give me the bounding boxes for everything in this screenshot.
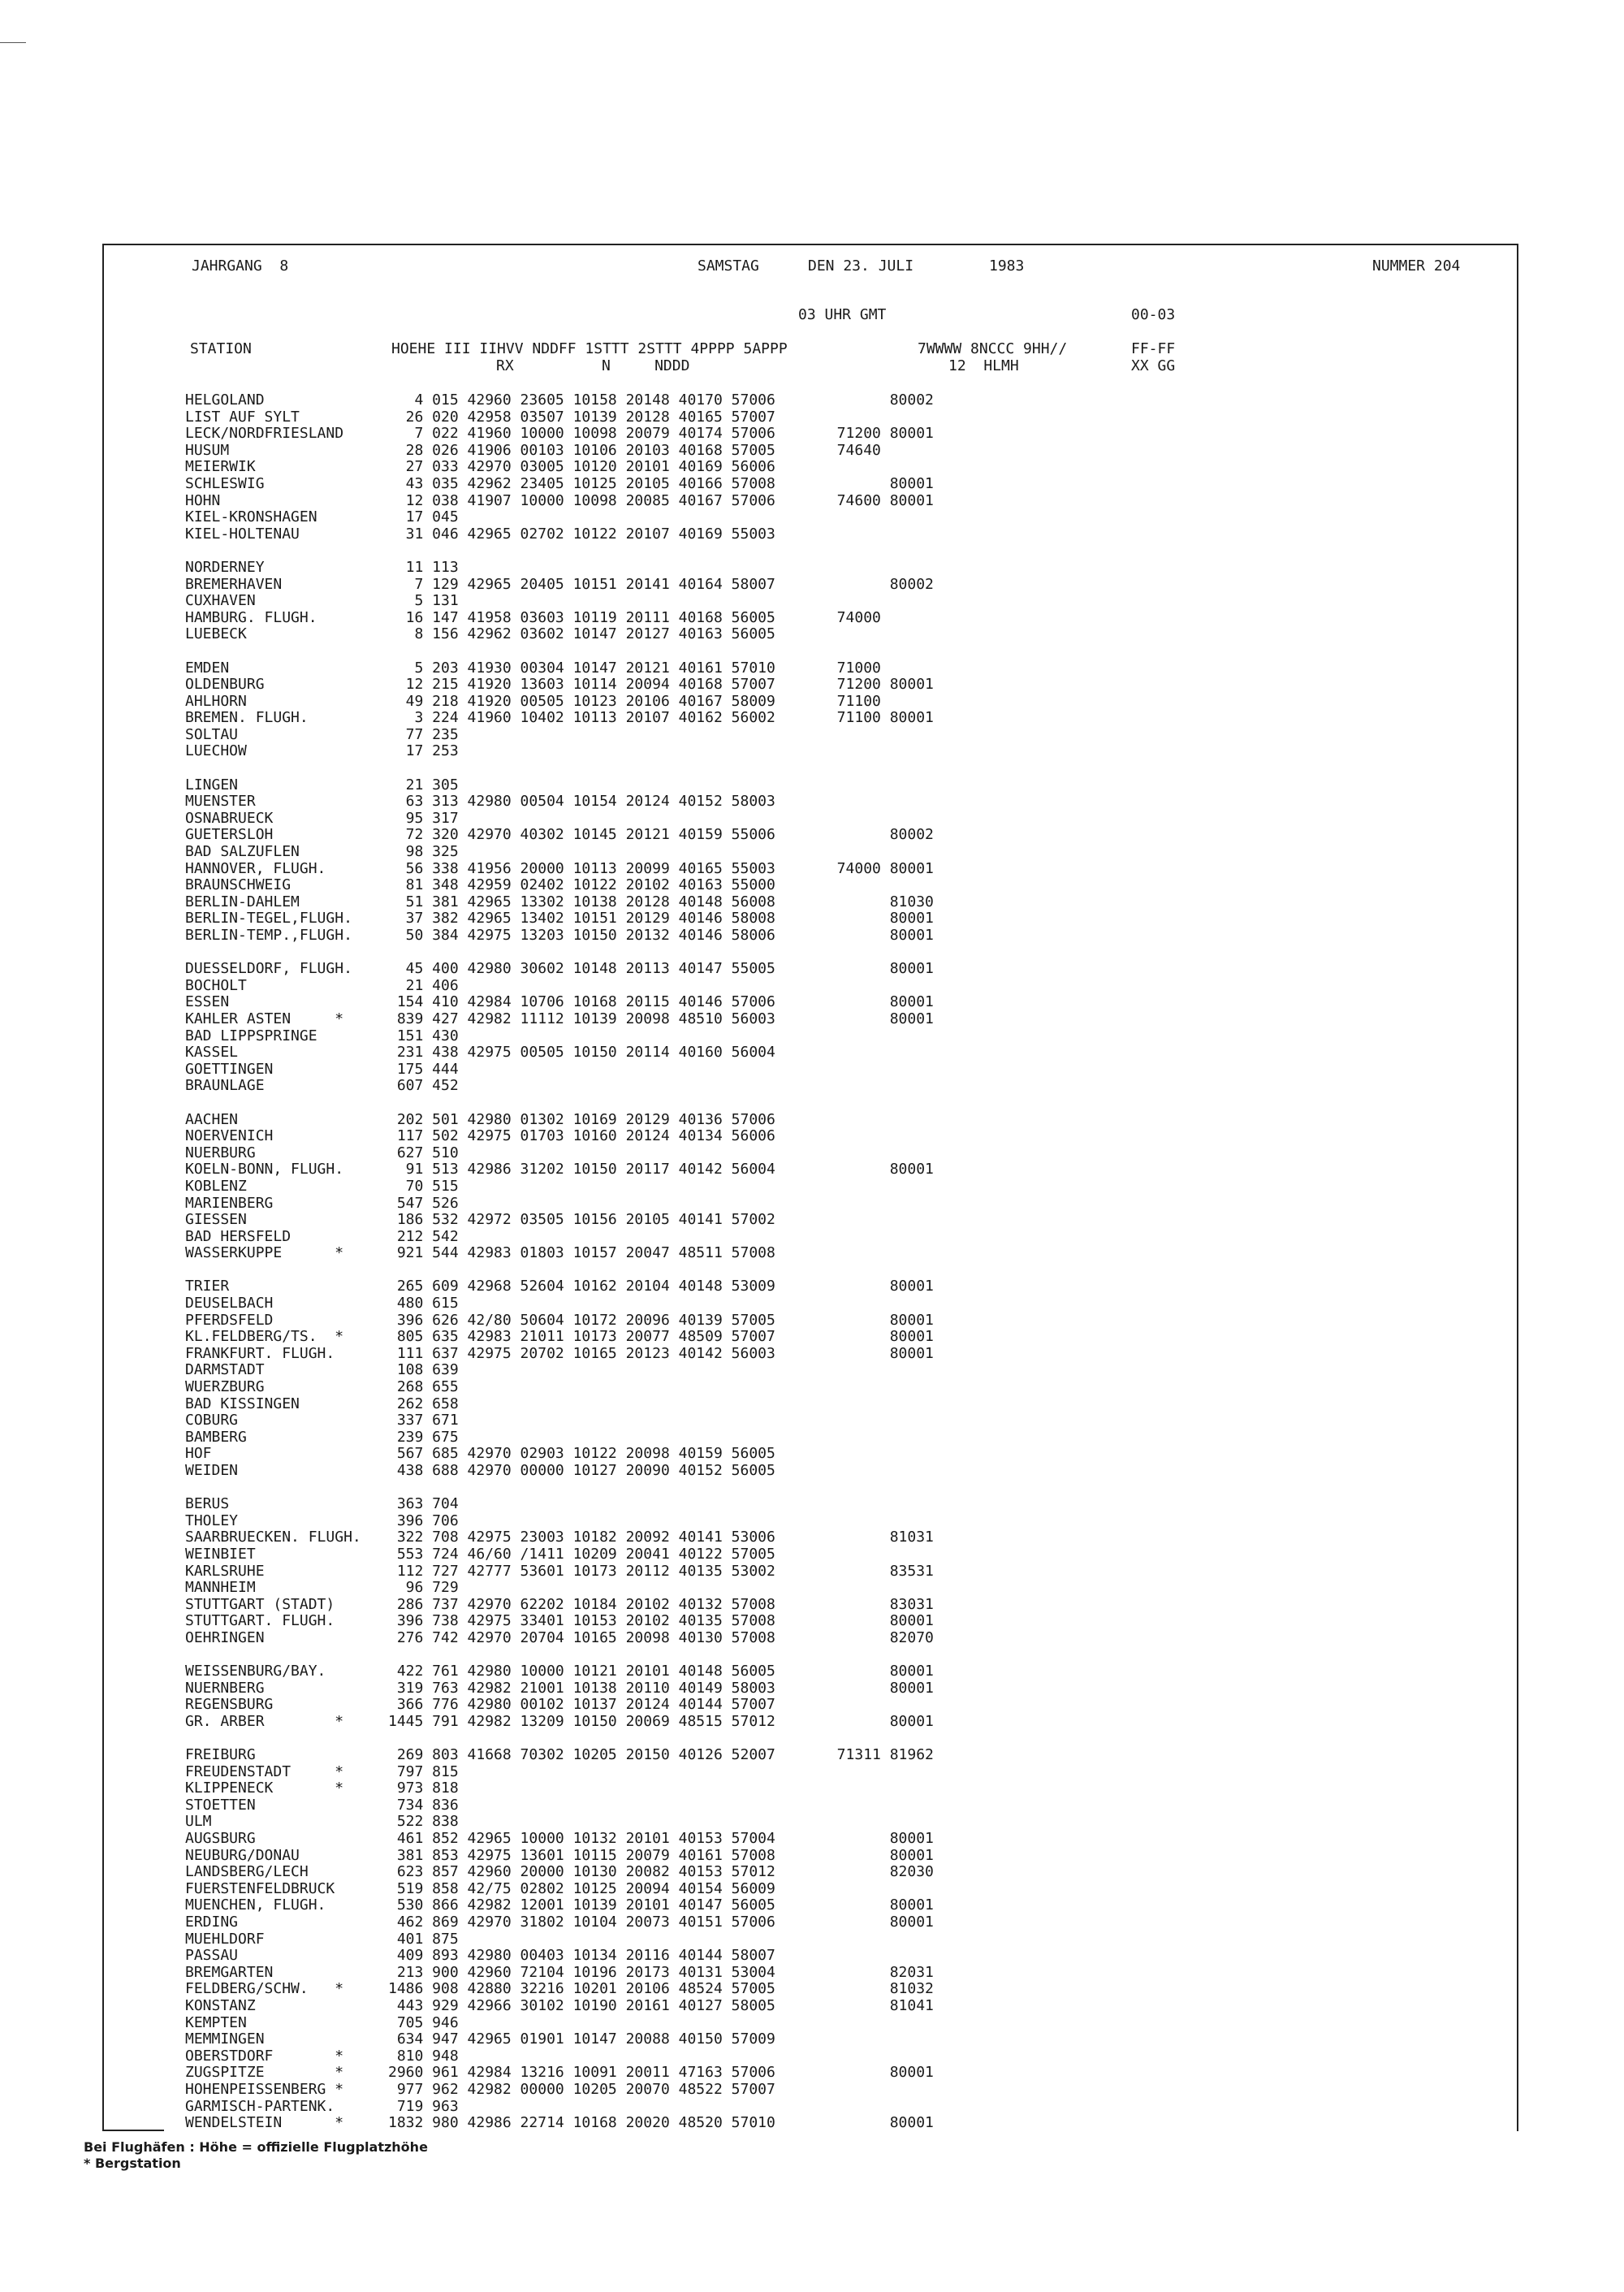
group-spacer bbox=[388, 945, 934, 962]
station-name: GARMISCH-PARTENK. bbox=[185, 2097, 335, 2115]
station-name: ESSEN bbox=[185, 993, 230, 1011]
group-spacer bbox=[185, 543, 361, 560]
station-name: BERLIN-TEGEL,FLUGH. bbox=[185, 910, 352, 928]
station-name: OEHRINGEN bbox=[185, 1628, 265, 1646]
station-values: 5 131 bbox=[388, 592, 459, 610]
station-values: 96 729 bbox=[388, 1579, 459, 1597]
station-values: 705 946 bbox=[388, 2013, 459, 2031]
station-values: 973 818 bbox=[388, 1780, 459, 1797]
station-values: 239 675 bbox=[388, 1428, 459, 1446]
station-name: MUENSTER bbox=[185, 793, 256, 811]
station-values: 607 452 bbox=[388, 1077, 459, 1095]
station-values: 805 635 42983 21011 10173 20077 48509 57007 80001 bbox=[388, 1328, 934, 1346]
station-values: 37 382 42965 13402 10151 20129 40146 58008 80001 bbox=[388, 910, 934, 928]
station-name: AUGSBURG bbox=[185, 1830, 256, 1848]
station-name: LIST AUF SYLT bbox=[185, 408, 300, 426]
station-values: 17 045 bbox=[388, 508, 459, 526]
station-values: 95 317 bbox=[388, 809, 459, 827]
station-values: 839 427 42982 11112 10139 20098 48510 56003 80001 bbox=[388, 1010, 934, 1027]
station-values: 438 688 42970 00000 10127 20090 40152 56005 bbox=[388, 1462, 775, 1479]
station-values: 443 929 42966 30102 10190 20161 40127 58005 81041 bbox=[388, 1997, 934, 2014]
station-name: ULM bbox=[185, 1813, 212, 1831]
station-name: NORDERNEY bbox=[185, 558, 265, 576]
date: DEN 23. JULI bbox=[808, 257, 914, 275]
station-name: GR. ARBER * bbox=[185, 1712, 344, 1730]
station-values: 70 515 bbox=[388, 1177, 459, 1195]
station-values: 51 381 42965 13302 10138 20128 40148 56008 81030 bbox=[388, 893, 934, 910]
station-name: HOF bbox=[185, 1445, 212, 1463]
time-range: 00-03 bbox=[1131, 306, 1176, 323]
group-spacer bbox=[388, 1095, 934, 1112]
group-spacer bbox=[388, 543, 934, 560]
station-values: 322 708 42975 23003 10182 20092 40141 53006 81031 bbox=[388, 1529, 934, 1546]
group-spacer bbox=[185, 760, 361, 777]
column-right-sub: 12 HLMH bbox=[948, 357, 1019, 374]
station-values: 63 313 42980 00504 10154 20124 40152 58003 bbox=[388, 793, 775, 811]
station-values: 21 406 bbox=[388, 976, 459, 994]
station-name: NOERVENICH bbox=[185, 1127, 274, 1145]
station-name: GIESSEN bbox=[185, 1211, 247, 1229]
station-name: MEMMINGEN bbox=[185, 2030, 265, 2048]
group-spacer bbox=[388, 1262, 934, 1279]
column-xx: XX GG bbox=[1131, 357, 1176, 374]
station-values: 401 875 bbox=[388, 1930, 459, 1948]
station-values: 553 724 46/60 /1411 10209 20041 40122 57005 bbox=[388, 1545, 775, 1563]
station-values: 4 015 42960 23605 10158 20148 40170 57006 80002 bbox=[388, 391, 934, 409]
station-name: KEMPTEN bbox=[185, 2013, 247, 2031]
station-name: COBURG bbox=[185, 1412, 239, 1429]
station-name: REGENSBURG bbox=[185, 1696, 274, 1714]
group-spacer bbox=[388, 1480, 934, 1497]
station-name: BERLIN-DAHLEM bbox=[185, 893, 300, 910]
station-values: 319 763 42982 21001 10138 20110 40149 58003 80001 bbox=[388, 1679, 934, 1697]
issue-number: NUMMER 204 bbox=[1372, 257, 1461, 275]
station-values: 409 893 42980 00403 10134 20116 40144 58007 bbox=[388, 1947, 775, 1965]
station-values: 212 542 bbox=[388, 1227, 459, 1245]
station-name: ZUGSPITZE * bbox=[185, 2064, 344, 2082]
station-name: LANDSBERG/LECH bbox=[185, 1863, 309, 1881]
station-name: PFERDSFELD bbox=[185, 1311, 274, 1329]
station-values: 396 738 42975 33401 10153 20102 40135 57008 80001 bbox=[388, 1612, 934, 1630]
column-station: STATION bbox=[190, 340, 252, 357]
station-values: 265 609 42968 52604 10162 20104 40148 53009 80001 bbox=[388, 1278, 934, 1295]
station-values: 81 348 42959 02402 10122 20102 40163 55000 bbox=[388, 876, 775, 894]
station-name: NEUBURG/DONAU bbox=[185, 1846, 300, 1864]
station-name: MUENCHEN, FLUGH. bbox=[185, 1896, 326, 1914]
station-values: 480 615 bbox=[388, 1295, 459, 1312]
station-values: 154 410 42984 10706 10168 20115 40146 57006 80001 bbox=[388, 993, 934, 1011]
station-values: 77 235 bbox=[388, 725, 459, 743]
station-values: 286 737 42970 62202 10184 20102 40132 57008 83031 bbox=[388, 1595, 934, 1613]
station-name: OLDENBURG bbox=[185, 676, 265, 694]
station-name: WEISSENBURG/BAY. bbox=[185, 1663, 326, 1680]
column-ff: FF-FF bbox=[1131, 340, 1176, 357]
station-name: FRANKFURT. FLUGH. bbox=[185, 1344, 335, 1362]
station-values: 276 742 42970 20704 10165 20098 40130 57008 82070 bbox=[388, 1628, 934, 1646]
station-name: BAD HERSFELD bbox=[185, 1227, 292, 1245]
station-values: 797 815 bbox=[388, 1762, 459, 1780]
station-name: STUTTGART. FLUGH. bbox=[185, 1612, 335, 1630]
station-name: DEUSELBACH bbox=[185, 1295, 274, 1312]
station-name: GUETERSLOH bbox=[185, 826, 274, 844]
station-values: 5 203 41930 00304 10147 20121 40161 57010 71000 bbox=[388, 659, 881, 677]
station-name: FREIBURG bbox=[185, 1746, 256, 1764]
station-values: 337 671 bbox=[388, 1412, 459, 1429]
station-values: 72 320 42970 40302 10145 20121 40159 55006 80002 bbox=[388, 826, 934, 844]
station-values: 522 838 bbox=[388, 1813, 459, 1831]
station-values: 12 038 41907 10000 10098 20085 40167 57006 74600 80001 bbox=[388, 491, 934, 509]
station-values: 111 637 42975 20702 10165 20123 40142 56003 80001 bbox=[388, 1344, 934, 1362]
station-values: 7 022 41960 10000 10098 20079 40174 57006 71200 80001 bbox=[388, 425, 934, 443]
station-name: KLIPPENECK * bbox=[185, 1780, 344, 1797]
station-values: 28 026 41906 00103 10106 20103 40168 57005 74640 bbox=[388, 441, 881, 459]
station-values: 396 706 bbox=[388, 1511, 459, 1529]
station-values: 381 853 42975 13601 10115 20079 40161 57008 80001 bbox=[388, 1846, 934, 1864]
station-name: BAMBERG bbox=[185, 1428, 247, 1446]
station-values: 519 858 42/75 02802 10125 20094 40154 56009 bbox=[388, 1879, 775, 1897]
station-values: 269 803 41668 70302 10205 20150 40126 52007 71311 81962 bbox=[388, 1746, 934, 1764]
column-codes: HOEHE III IIHVV NDDFF 1STTT 2STTT 4PPPP 5APPP bbox=[391, 340, 788, 357]
station-values: 21 305 bbox=[388, 776, 459, 794]
station-name: DUESSELDORF, FLUGH. bbox=[185, 960, 352, 978]
station-name: HAMBURG. FLUGH. bbox=[185, 608, 317, 626]
station-name: MUEHLDORF bbox=[185, 1930, 265, 1948]
station-name: WASSERKUPPE * bbox=[185, 1244, 344, 1262]
station-name: WEIDEN bbox=[185, 1462, 239, 1479]
station-values: 16 147 41958 03603 10119 20111 40168 56005 74000 bbox=[388, 608, 881, 626]
group-spacer bbox=[185, 643, 361, 660]
station-name: OBERSTDORF * bbox=[185, 2047, 344, 2065]
station-name: TRIER bbox=[185, 1278, 230, 1295]
station-name: MANNHEIM bbox=[185, 1579, 256, 1597]
station-name: NUERBURG bbox=[185, 1144, 256, 1161]
station-name: BOCHOLT bbox=[185, 976, 247, 994]
station-values: 45 400 42980 30602 10148 20113 40147 55005 80001 bbox=[388, 960, 934, 978]
station-name: FELDBERG/SCHW. * bbox=[185, 1980, 344, 1998]
station-values: 8 156 42962 03602 10147 20127 40163 56005 bbox=[388, 625, 775, 643]
footer-note-mountain: * Bergstation bbox=[84, 2156, 181, 2171]
station-values: 56 338 41956 20000 10113 20099 40165 55003 74000 80001 bbox=[388, 859, 934, 877]
station-values: 810 948 bbox=[388, 2047, 459, 2065]
station-values: 1832 980 42986 22714 10168 20020 48520 57010 80001 bbox=[388, 2114, 934, 2132]
station-values: 977 962 42982 00000 10205 20070 48522 57007 bbox=[388, 2080, 775, 2098]
station-values: 175 444 bbox=[388, 1060, 459, 1078]
group-spacer bbox=[388, 1731, 934, 1748]
station-name: AHLHORN bbox=[185, 692, 247, 710]
station-values: 26 020 42958 03507 10139 20128 40165 57007 bbox=[388, 408, 775, 426]
station-name: WENDELSTEIN * bbox=[185, 2114, 344, 2132]
station-values: 462 869 42970 31802 10104 20073 40151 57006 80001 bbox=[388, 1914, 934, 1931]
station-values: 31 046 42965 02702 10122 20107 40169 55003 bbox=[388, 525, 775, 543]
station-name: HUSUM bbox=[185, 441, 230, 459]
station-name: LINGEN bbox=[185, 776, 239, 794]
station-values: 17 253 bbox=[388, 742, 459, 760]
station-name: KIEL-KRONSHAGEN bbox=[185, 508, 317, 526]
station-values: 734 836 bbox=[388, 1796, 459, 1814]
station-name: OSNABRUECK bbox=[185, 809, 274, 827]
station-name: FUERSTENFELDBRUCK bbox=[185, 1879, 335, 1897]
station-name: LUEBECK bbox=[185, 625, 247, 643]
station-name: STUTTGART (STADT) bbox=[185, 1595, 335, 1613]
station-values: 151 430 bbox=[388, 1027, 459, 1044]
station-values: 27 033 42970 03005 10120 20101 40169 56006 bbox=[388, 458, 775, 476]
station-name: FREUDENSTADT * bbox=[185, 1762, 344, 1780]
station-name: BRAUNLAGE bbox=[185, 1077, 265, 1095]
station-name: WUERZBURG bbox=[185, 1378, 265, 1396]
station-name: KOELN-BONN, FLUGH. bbox=[185, 1161, 344, 1178]
station-name: BAD KISSINGEN bbox=[185, 1395, 300, 1412]
station-values: 461 852 42965 10000 10132 20101 40153 57004 80001 bbox=[388, 1830, 934, 1848]
group-spacer bbox=[185, 1262, 361, 1279]
station-values: 213 900 42960 72104 10196 20173 40131 53004 82031 bbox=[388, 1963, 934, 1981]
station-values: 623 857 42960 20000 10130 20082 40153 57012 82030 bbox=[388, 1863, 934, 1881]
station-values: 719 963 bbox=[388, 2097, 459, 2115]
station-name: EMDEN bbox=[185, 659, 230, 677]
station-name: SOLTAU bbox=[185, 725, 239, 743]
observation-time: 03 UHR GMT bbox=[798, 306, 887, 323]
station-values: 43 035 42962 23405 10125 20105 40166 57008 80001 bbox=[388, 474, 934, 492]
station-name: KONSTANZ bbox=[185, 1997, 256, 2014]
station-values: 627 510 bbox=[388, 1144, 459, 1161]
station-name: KAHLER ASTEN * bbox=[185, 1010, 344, 1027]
station-name: LUECHOW bbox=[185, 742, 247, 760]
group-spacer bbox=[185, 1731, 361, 1748]
station-name: GOETTINGEN bbox=[185, 1060, 274, 1078]
station-name: BAD SALZUFLEN bbox=[185, 843, 300, 861]
station-name: BREMEN. FLUGH. bbox=[185, 709, 309, 727]
corner-mark bbox=[0, 42, 26, 43]
footer-note-airports: Bei Flughäfen : Höhe = offizielle Flugplatzhöhe bbox=[84, 2139, 428, 2155]
station-name: STOETTEN bbox=[185, 1796, 256, 1814]
station-name: BRAUNSCHWEIG bbox=[185, 876, 292, 894]
station-name: CUXHAVEN bbox=[185, 592, 256, 610]
station-name: WEINBIET bbox=[185, 1545, 256, 1563]
station-name: ERDING bbox=[185, 1914, 239, 1931]
station-name: AACHEN bbox=[185, 1110, 239, 1128]
frame-bottom-stub bbox=[102, 2130, 164, 2131]
group-spacer bbox=[185, 1480, 361, 1497]
station-name: HANNOVER, FLUGH. bbox=[185, 859, 326, 877]
footer-notes bbox=[84, 2139, 428, 2172]
station-values: 202 501 42980 01302 10169 20129 40136 57006 bbox=[388, 1110, 775, 1128]
column-right: 7WWWW 8NCCC 9HH// bbox=[918, 340, 1068, 357]
station-name: SAARBRUECKEN. FLUGH. bbox=[185, 1529, 361, 1546]
station-name: BREMERHAVEN bbox=[185, 575, 283, 593]
group-spacer bbox=[185, 945, 361, 962]
station-values: 262 658 bbox=[388, 1395, 459, 1412]
station-values: 422 761 42980 10000 10121 20101 40148 56005 80001 bbox=[388, 1663, 934, 1680]
station-name: KARLSRUHE bbox=[185, 1562, 265, 1580]
group-spacer bbox=[388, 760, 934, 777]
year: 1983 bbox=[989, 257, 1025, 275]
station-values: 231 438 42975 00505 10150 20114 40160 56004 bbox=[388, 1044, 775, 1062]
weekday: SAMSTAG bbox=[698, 257, 759, 275]
column-codes-sub: RX N NDDD bbox=[496, 357, 690, 374]
station-name: HOHENPEISSENBERG * bbox=[185, 2080, 344, 2098]
station-values: 366 776 42980 00102 10137 20124 40144 57007 bbox=[388, 1696, 775, 1714]
station-name: BERUS bbox=[185, 1495, 230, 1513]
station-values: 396 626 42/80 50604 10172 20096 40139 57005 80001 bbox=[388, 1311, 934, 1329]
station-name: BAD LIPPSPRINGE bbox=[185, 1027, 317, 1044]
group-spacer bbox=[388, 1647, 934, 1664]
station-values: 1486 908 42880 32216 10201 20106 48524 57005 81032 bbox=[388, 1980, 934, 1998]
station-name: HELGOLAND bbox=[185, 391, 265, 409]
jahrgang: JAHRGANG 8 bbox=[192, 257, 289, 275]
station-name: KOBLENZ bbox=[185, 1177, 247, 1195]
station-name: BREMGARTEN bbox=[185, 1963, 274, 1981]
station-name: LECK/NORDFRIESLAND bbox=[185, 425, 344, 443]
station-values: 12 215 41920 13603 10114 20094 40168 57007 71200 80001 bbox=[388, 676, 934, 694]
group-spacer bbox=[185, 1095, 361, 1112]
station-values-column bbox=[388, 392, 934, 2132]
station-values: 634 947 42965 01901 10147 20088 40150 57009 bbox=[388, 2030, 775, 2048]
station-values: 567 685 42970 02903 10122 20098 40159 56005 bbox=[388, 1445, 775, 1463]
station-values: 530 866 42982 12001 10139 20101 40147 56005 80001 bbox=[388, 1896, 934, 1914]
station-values: 91 513 42986 31202 10150 20117 40142 56004 80001 bbox=[388, 1161, 934, 1178]
station-values: 2960 961 42984 13216 10091 20011 47163 57006 80001 bbox=[388, 2064, 934, 2082]
station-name: DARMSTADT bbox=[185, 1361, 265, 1379]
station-name: SCHLESWIG bbox=[185, 474, 265, 492]
station-values: 186 532 42972 03505 10156 20105 40141 57002 bbox=[388, 1211, 775, 1229]
station-values: 547 526 bbox=[388, 1194, 459, 1212]
station-values: 112 727 42777 53601 10173 20112 40135 53002 83531 bbox=[388, 1562, 934, 1580]
station-values: 7 129 42965 20405 10151 20141 40164 58007 80002 bbox=[388, 575, 934, 593]
station-values: 363 704 bbox=[388, 1495, 459, 1513]
station-values: 49 218 41920 00505 10123 20106 40167 58009 71100 bbox=[388, 692, 881, 710]
station-name: KL.FELDBERG/TS. * bbox=[185, 1328, 344, 1346]
station-name-column bbox=[185, 392, 361, 2132]
station-values: 268 655 bbox=[388, 1378, 459, 1396]
station-name: MARIENBERG bbox=[185, 1194, 274, 1212]
station-name: THOLEY bbox=[185, 1511, 239, 1529]
station-values: 921 544 42983 01803 10157 20047 48511 57008 bbox=[388, 1244, 775, 1262]
station-values: 108 639 bbox=[388, 1361, 459, 1379]
group-spacer bbox=[388, 643, 934, 660]
station-values: 50 384 42975 13203 10150 20132 40146 58006 80001 bbox=[388, 927, 934, 944]
station-name: BERLIN-TEMP.,FLUGH. bbox=[185, 927, 352, 944]
station-name: KIEL-HOLTENAU bbox=[185, 525, 300, 543]
station-name: MEIERWIK bbox=[185, 458, 256, 476]
station-values: 1445 791 42982 13209 10150 20069 48515 57012 80001 bbox=[388, 1712, 934, 1730]
station-values: 117 502 42975 01703 10160 20124 40134 56006 bbox=[388, 1127, 775, 1145]
station-name: NUERNBERG bbox=[185, 1679, 265, 1697]
station-values: 98 325 bbox=[388, 843, 459, 861]
station-name: PASSAU bbox=[185, 1947, 239, 1965]
station-values: 3 224 41960 10402 10113 20107 40162 56002 71100 80001 bbox=[388, 709, 934, 727]
station-values: 11 113 bbox=[388, 558, 459, 576]
group-spacer bbox=[185, 1647, 361, 1664]
station-name: KASSEL bbox=[185, 1044, 239, 1062]
station-name: HOHN bbox=[185, 491, 221, 509]
